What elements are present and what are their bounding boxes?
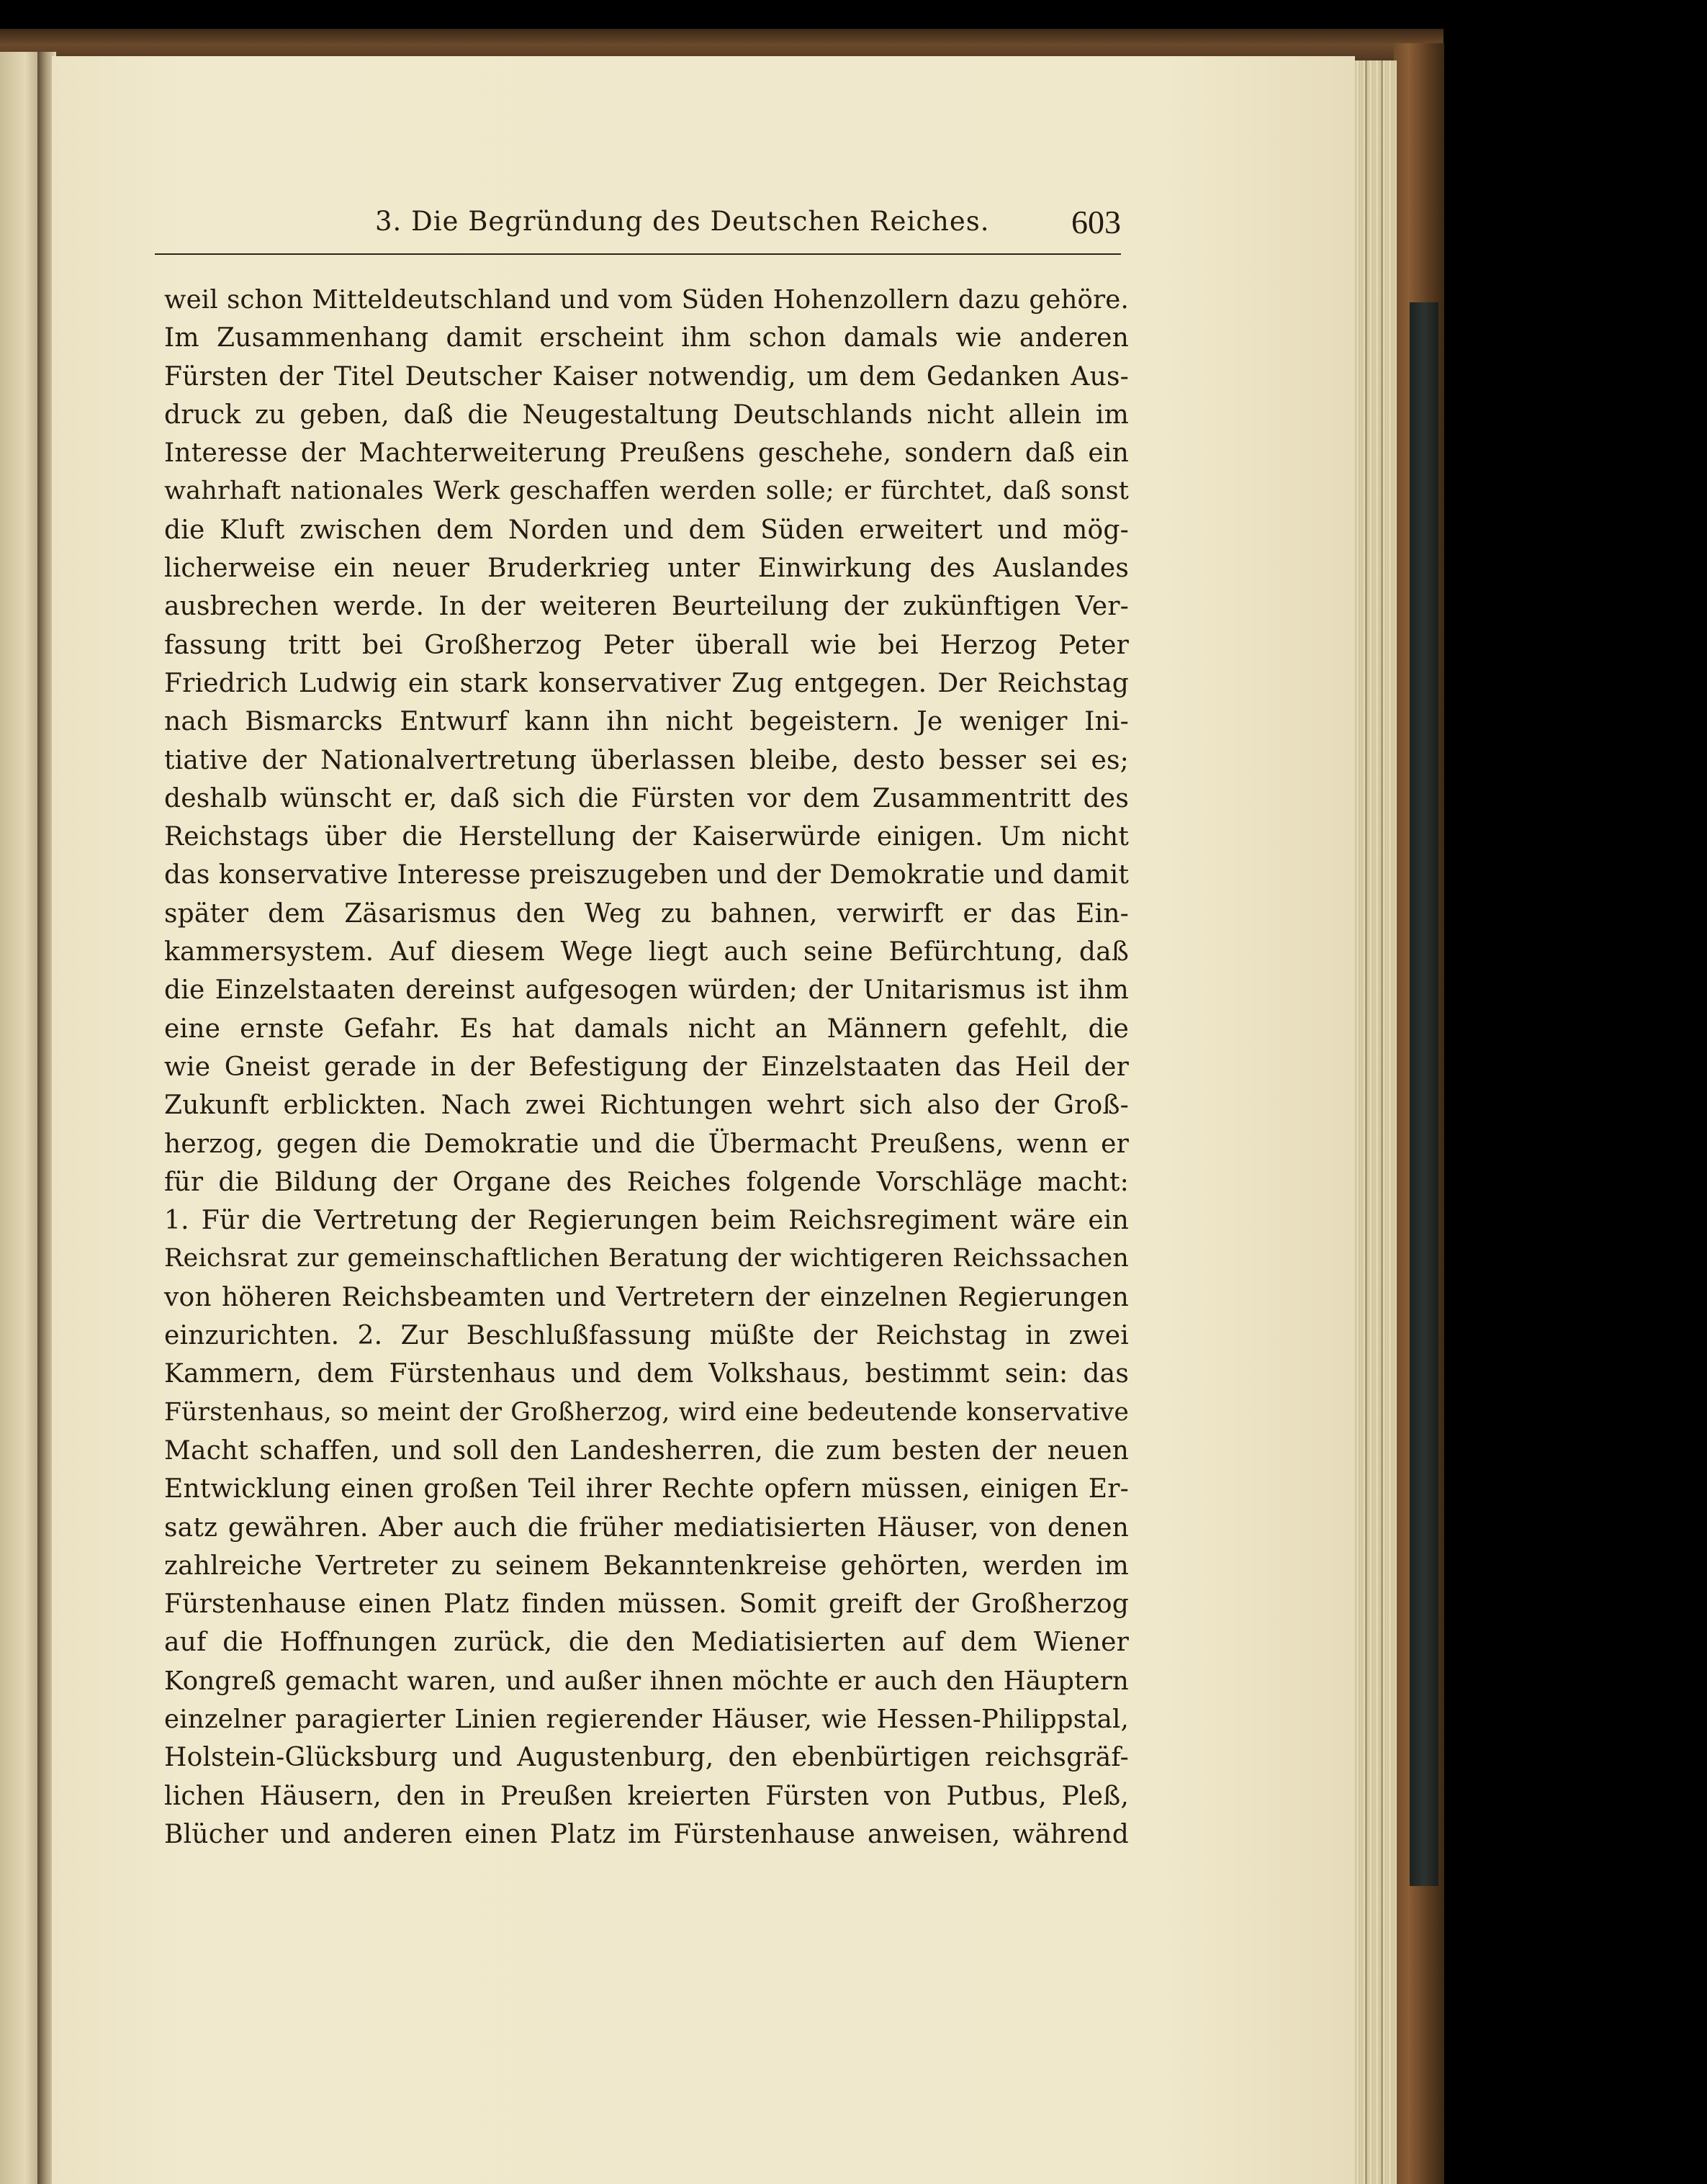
text-line: auf die Hoffnungen zurück, die den Mediatisierten auf dem Wiener <box>164 1628 1129 1658</box>
text-line: Fürsten der Titel Deutscher Kaiser notwendig, um dem Gedanken Aus- <box>164 361 1129 392</box>
text-line: druck zu geben, daß die Neugestaltung Deutschlands nicht allein im <box>164 400 1129 430</box>
running-title: 3. Die Begründung des Deutschen Reiches. <box>375 206 990 237</box>
text-line: nach Bismarcks Entwurf kann ihn nicht begeistern. Je weniger Ini- <box>164 707 1129 737</box>
text-line: eine ernste Gefahr. Es hat damals nicht an Männern gefehlt, die <box>164 1014 1129 1044</box>
text-line: weil schon Mitteldeutschland und vom Süden Hohenzollern dazu gehöre. <box>164 285 1129 315</box>
text-line: Interesse der Machterweiterung Preußens geschehe, sondern daß ein <box>164 438 1129 469</box>
body-text <box>164 281 1129 1854</box>
text-line: die Einzelstaaten dereinst aufgesogen würden; der Unitarismus ist ihm <box>164 975 1129 1006</box>
text-line: ausbrechen werde. In der weiteren Beurteilung der zukünftigen Ver- <box>164 592 1129 622</box>
text-line: herzog, gegen die Demokratie und die Übermacht Preußens, wenn er <box>164 1129 1129 1159</box>
text-line: einzurichten. 2. Zur Beschlußfassung müßte der Reichstag in zwei <box>164 1321 1129 1351</box>
page-edge-line <box>1381 60 1383 2184</box>
text-line: Holstein-Glücksburg und Augustenburg, den ebenbürtigen reichsgräf- <box>164 1743 1129 1773</box>
text-line: einzelner paragierter Linien regierender Häuser, wie Hessen-Philippstal, <box>164 1704 1129 1734</box>
page-edges <box>1354 60 1397 2184</box>
text-line: Fürstenhaus, so meint der Großherzog, wird eine bedeutende konservative <box>164 1397 1129 1427</box>
page-number: 603 <box>1071 204 1121 240</box>
text-line: die Kluft zwischen dem Norden und dem Süden erweitert und mög- <box>164 515 1129 545</box>
text-line: deshalb wünscht er, daß sich die Fürsten vor dem Zusammentritt des <box>164 783 1129 813</box>
text-line: 1. Für die Vertretung der Regierungen beim Reichsregiment wäre ein <box>164 1206 1129 1236</box>
text-line: Im Zusammenhang damit erscheint ihm schon damals wie anderen <box>164 323 1129 353</box>
text-line: Blücher und anderen einen Platz im Fürstenhause anweisen, während <box>164 1819 1129 1849</box>
text-line: lichen Häusern, den in Preußen kreierten Fürsten von Putbus, Pleß, <box>164 1781 1129 1811</box>
text-line: satz gewähren. Aber auch die früher mediatisierten Häuser, von denen <box>164 1512 1129 1543</box>
text-line: Entwicklung einen großen Teil ihrer Rechte opfern müssen, einigen Er- <box>164 1474 1129 1504</box>
text-line: licherweise ein neuer Bruderkrieg unter Einwirkung des Auslandes <box>164 554 1129 584</box>
text-line: Reichstags über die Herstellung der Kaiserwürde einigen. Um nicht <box>164 822 1129 852</box>
text-line: von höheren Reichsbeamten und Vertretern der einzelnen Regierungen <box>164 1282 1129 1312</box>
book-spine-cloth <box>1410 302 1438 1886</box>
text-line: das konservative Interesse preiszugeben und der Demokratie und damit <box>164 860 1129 890</box>
text-line: Friedrich Ludwig ein stark konservativer Zug entgegen. Der Reichstag <box>164 668 1129 698</box>
text-line: Reichsrat zur gemeinschaftlichen Beratung der wichtigeren Reichssachen <box>164 1244 1129 1273</box>
text-line: Zukunft erblickten. Nach zwei Richtungen wehrt sich also der Groß- <box>164 1091 1129 1121</box>
text-line: Kongreß gemacht waren, und außer ihnen möchte er auch den Häuptern <box>164 1666 1129 1696</box>
page-edge-line <box>1365 60 1367 2184</box>
text-line: kammersystem. Auf diesem Wege liegt auch seine Befürchtung, daß <box>164 937 1129 967</box>
text-line: wahrhaft nationales Werk geschaffen werden solle; er fürchtet, daß sonst <box>164 477 1129 506</box>
text-line: für die Bildung der Organe des Reiches folgende Vorschläge macht: <box>164 1167 1129 1197</box>
text-line: fassung tritt bei Großherzog Peter überall wie bei Herzog Peter <box>164 630 1129 660</box>
text-line: später dem Zäsarismus den Weg zu bahnen, verwirft er das Ein- <box>164 898 1129 929</box>
text-line: tiative der Nationalvertretung überlassen bleibe, desto besser sei es; <box>164 745 1129 775</box>
text-line: Fürstenhause einen Platz finden müssen. Somit greift der Großherzog <box>164 1589 1129 1620</box>
running-head <box>155 206 1121 255</box>
text-line: Kammern, dem Fürstenhaus und dem Volkshaus, bestimmt sein: das <box>164 1359 1129 1389</box>
text-line: wie Gneist gerade in der Befestigung der Einzelstaaten das Heil der <box>164 1052 1129 1082</box>
previous-page-edge <box>0 52 42 2184</box>
text-line: Macht schaffen, und soll den Landesherren, die zum besten der neuen <box>164 1435 1129 1466</box>
text-line: zahlreiche Vertreter zu seinem Bekanntenkreise gehörten, werden im <box>164 1551 1129 1581</box>
